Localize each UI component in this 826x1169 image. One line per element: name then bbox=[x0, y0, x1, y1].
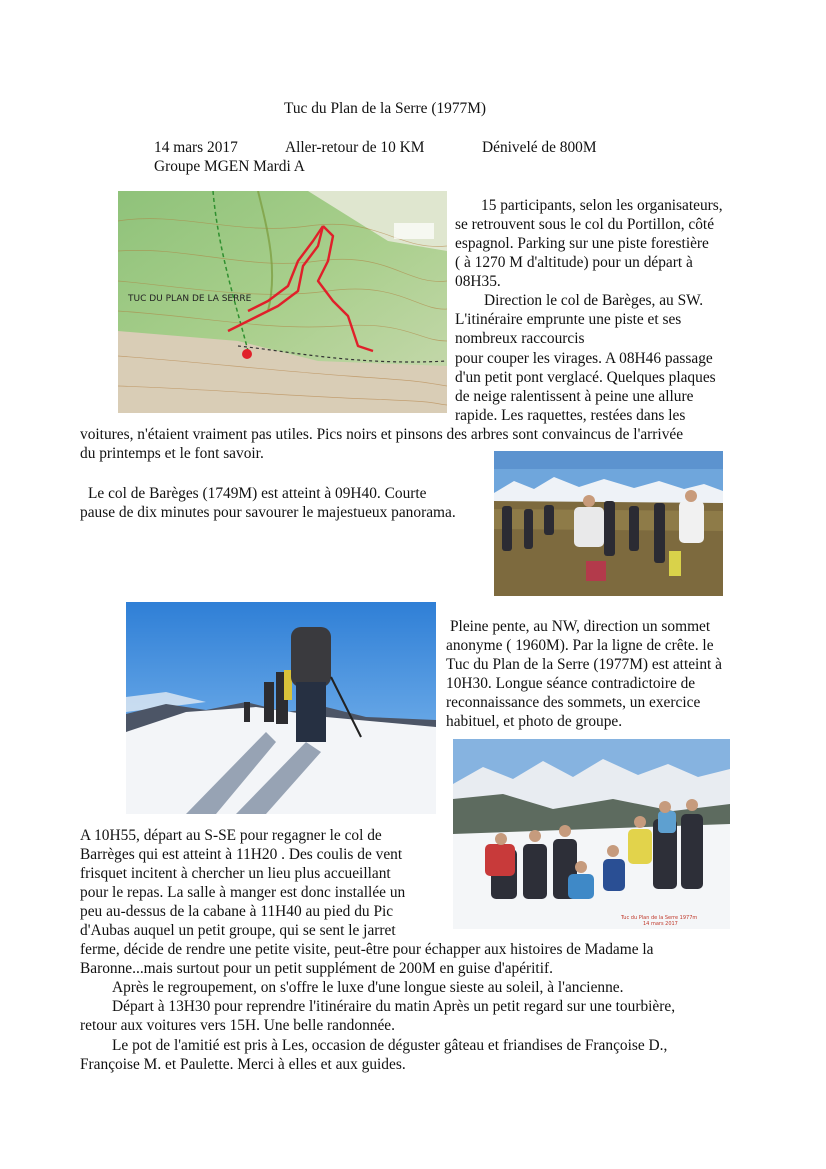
topographic-map-image bbox=[118, 191, 447, 413]
para3-line: habituel, et photo de groupe. bbox=[446, 713, 623, 730]
para1-line: d'un petit pont verglacé. Quelques plaques bbox=[455, 369, 716, 386]
map-label: TUC DU PLAN DE LA SERRE bbox=[128, 294, 252, 304]
para2-line: Le col de Barèges (1749M) est atteint à 09H40. Courte bbox=[88, 485, 427, 502]
hike-group: Groupe MGEN Mardi A bbox=[154, 158, 305, 175]
para4-line: Françoise M. et Paulette. Merci à elles et aux guides. bbox=[80, 1056, 406, 1073]
para3-line: 10H30. Longue séance contradictoire de bbox=[446, 675, 696, 692]
para4-line: Barrèges qui est atteint à 11H20 . Des coulis de vent bbox=[80, 846, 403, 863]
para4-line: Le pot de l'amitié est pris à Les, occasion de déguster gâteau et friandises de Françoise D., bbox=[112, 1037, 668, 1054]
para4-line: Après le regroupement, on s'offre le luxe d'une longue sieste au soleil, à l'ancienne. bbox=[112, 979, 624, 996]
para4-line: Départ à 13H30 pour reprendre l'itinéraire du matin Après un petit regard sur une tourbière, bbox=[112, 998, 676, 1015]
hike-distance: Aller-retour de 10 KM bbox=[285, 139, 425, 156]
para4-line: retour aux voitures vers 15H. Une belle randonnée. bbox=[80, 1017, 395, 1034]
hike-date: 14 mars 2017 bbox=[154, 139, 238, 156]
para4-line: Baronne...mais surtout pour un petit supplément de 200M en guise d'apéritif. bbox=[80, 960, 553, 977]
para4-line: frisquet incitent à chercher un lieu plus accueillant bbox=[80, 865, 391, 882]
para1-line: 08H35. bbox=[455, 273, 501, 290]
summit-photo-date: 14 mars 2017 bbox=[643, 921, 678, 927]
para4-line: pour le repas. La salle à manger est donc installée un bbox=[80, 884, 406, 901]
para3-line: anonyme ( 1960M). Par la ligne de crête. le bbox=[446, 637, 714, 654]
para4-line: A 10H55, départ au S-SE pour regagner le col de bbox=[80, 827, 382, 844]
para1-line: Direction le col de Barèges, au SW. bbox=[484, 292, 704, 309]
hikers-on-ridge-photo bbox=[126, 602, 436, 814]
group-summit-photo bbox=[453, 739, 730, 929]
para1-line: se retrouvent sous le col du Portillon, côté bbox=[455, 216, 715, 233]
hike-elevation: Dénivelé de 800M bbox=[482, 139, 597, 156]
para1-line: voitures, n'étaient vraiment pas utiles. Pics noirs et pinsons des arbres sont convaincus de l'arrivée bbox=[80, 426, 684, 443]
para3-line: Pleine pente, au NW, direction un sommet bbox=[450, 618, 711, 635]
para4-line: peu au-dessus de la cabane à 11H40 au pied du Pic bbox=[80, 903, 394, 920]
para1-line: 15 participants, selon les organisateurs, bbox=[481, 197, 723, 214]
para3-line: Tuc du Plan de la Serre (1977M) est atteint à bbox=[446, 656, 722, 673]
para4-line: ferme, décide de rendre une petite visite, peut-être pour échapper aux histoires de Madame la bbox=[80, 941, 654, 958]
para1-line: espagnol. Parking sur une piste forestière bbox=[455, 235, 709, 252]
para1-line: rapide. Les raquettes, restées dans les bbox=[455, 407, 686, 424]
para1-line: ( à 1270 M d'altitude) pour un départ à bbox=[455, 254, 693, 271]
para1-line: L'itinéraire emprunte une piste et ses bbox=[455, 311, 682, 328]
page-title: Tuc du Plan de la Serre (1977M) bbox=[284, 100, 487, 117]
para4-line: d'Aubas auquel un petit groupe, qui se sent le jarret bbox=[80, 922, 396, 939]
para2-line: pause de dix minutes pour savourer le majestueux panorama. bbox=[80, 504, 456, 521]
group-at-col-photo bbox=[494, 451, 723, 596]
para1-line: nombreux raccourcis bbox=[455, 330, 585, 347]
summit-photo-caption: Tuc du Plan de la Serre 1977m bbox=[621, 915, 698, 921]
para1-line: pour couper les virages. A 08H46 passage bbox=[455, 350, 713, 367]
para1-line: de neige ralentissent à peine une allure bbox=[455, 388, 694, 405]
para3-line: reconnaissance des sommets, un exercice bbox=[446, 694, 701, 711]
para1-line: du printemps et le font savoir. bbox=[80, 445, 264, 462]
